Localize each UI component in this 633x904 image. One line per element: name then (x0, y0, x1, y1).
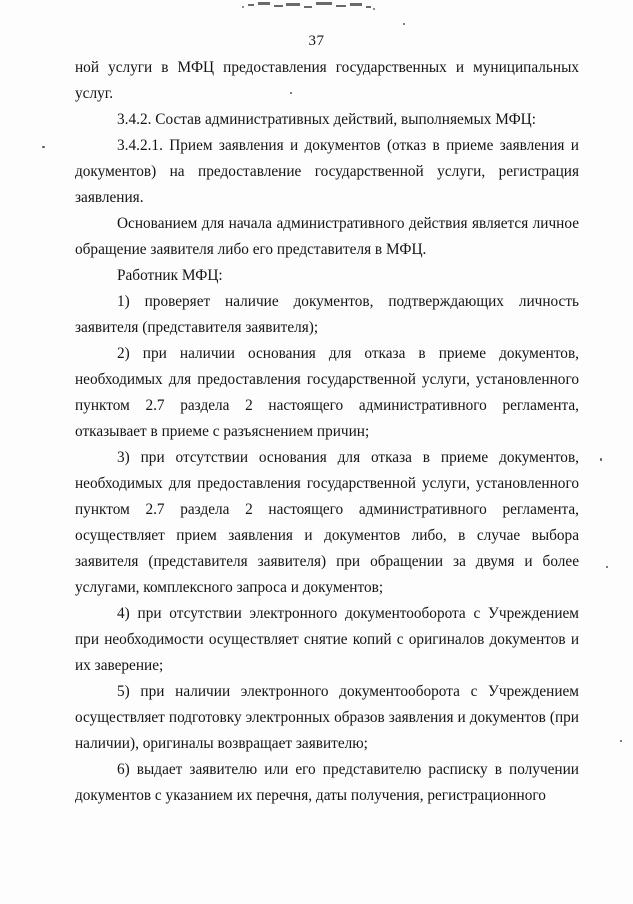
paragraph: 3.4.2. Состав административных действий, выполняемых МФЦ: (117, 111, 536, 128)
scan-speck (403, 23, 405, 25)
scan-speck (620, 740, 622, 742)
scan-speck (42, 146, 45, 148)
scan-speck (600, 458, 602, 461)
paragraph: 3.4.2.1. Прием заявления и документов (отказ в приеме заявления и документов) на предоставление государственной услуги, регистрация заявления. (75, 137, 579, 206)
paragraph: 1) проверяет наличие документов, подтверждающих личность заявителя (представителя заявителя); (75, 293, 579, 336)
scan-speck (290, 92, 292, 94)
paragraph: 4) при отсутствии электронного документооборота с Учреждением при необходимости осуществляет снятие копий с оригиналов документов и их заверение; (75, 605, 579, 674)
paragraph: 2) при наличии основания для отказа в приеме документов, необходимых для предоставления государственной услуги, установленного пунктом 2.7 раздела 2 настоящего административного регламента, отказывает в приеме с разъяснением причин; (75, 345, 579, 440)
paragraph: 5) при наличии электронного документооборота с Учреждением осуществляет подготовку электронных образов заявления и документов (при наличии), оригиналы возвращает заявителю; (75, 683, 579, 752)
page-number: 37 (308, 33, 325, 49)
paragraph: Основанием для начала административного действия является личное обращение заявителя либо его представителя в МФЦ. (75, 215, 579, 258)
scan-artifact (238, 0, 378, 12)
body-text (75, 55, 579, 809)
paragraph: ной услуги в МФЦ предоставления государственных и муниципальных услуг. (75, 59, 579, 102)
scan-speck (606, 566, 608, 568)
paragraph: 6) выдает заявителю или его представителю расписку в получении документов с указанием их перечня, даты получения, регистрационного (75, 761, 579, 804)
paragraph: 3) при отсутствии основания для отказа в приеме документов, необходимых для предоставления государственной услуги, установленного пунктом 2.7 раздела 2 настоящего административного регламента, осуществляет прием заявления и документов либо, в случае выбора заявителя (представителя заявителя) при обращении за двумя и более услугами, комплексного запроса и документов; (75, 449, 579, 596)
paragraph: Работник МФЦ: (117, 267, 223, 284)
